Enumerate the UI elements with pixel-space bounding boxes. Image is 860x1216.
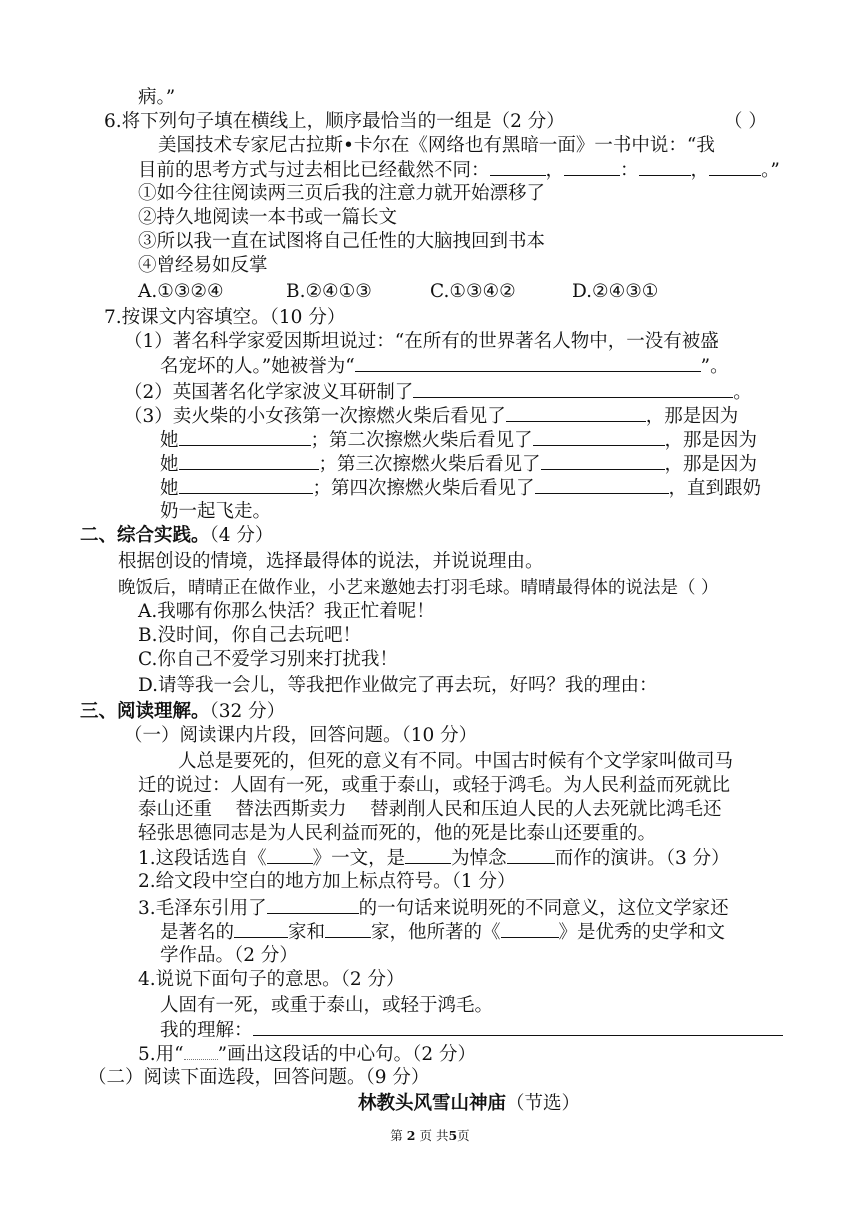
- reading-q3-text2: 的一句话来说明死的不同意义，这位文学家还: [358, 898, 729, 919]
- reading-q4-label: 我的理解：: [160, 1020, 253, 1041]
- section2-intro: 根据创设的情境，选择最得体的说法，并说说理由。: [118, 551, 544, 572]
- q7-part1-blank[interactable]: [355, 354, 701, 372]
- q7-part3-blank-1[interactable]: [506, 404, 646, 422]
- reading-q3-line3: 学作品。（2 分）: [160, 945, 298, 966]
- reading-q3-text3: 是著名的: [160, 922, 235, 943]
- q7-part2-blank[interactable]: [413, 380, 733, 398]
- reading-q5: [138, 1042, 476, 1067]
- q7-part3-blank-4[interactable]: [179, 452, 319, 470]
- reading-q1-blank-3[interactable]: [507, 846, 555, 864]
- section2-option-c[interactable]: C.你自己不爱学习别来打扰我！: [138, 649, 398, 670]
- q7-part3-blank-2[interactable]: [179, 428, 311, 446]
- reading-q5-text1: 5.用“: [138, 1044, 184, 1065]
- q7-part2-text: （2）英国著名化学家波义耳研制了: [124, 382, 414, 403]
- q6-stem: 6.将下列句子填在横线上，顺序最恰当的一组是（2 分）: [104, 111, 565, 132]
- reading-q5-wavy-mark: [184, 1042, 218, 1060]
- q6-blank-2[interactable]: [564, 158, 620, 176]
- reading-q3-blank-1[interactable]: [267, 896, 359, 914]
- q7-part1-line2: [160, 354, 729, 379]
- section2-title: 二、综合实践。: [80, 525, 210, 546]
- section2-heading: [80, 524, 273, 548]
- q7-part3-text6: ，那是因为: [664, 454, 758, 475]
- reading-q4-answer-line: [160, 1018, 783, 1043]
- reading-q3-line1: [138, 896, 729, 921]
- q7-part3-she-1: 她: [160, 430, 179, 451]
- reading-q3-text1: 3.毛泽东引用了: [138, 898, 267, 919]
- reading-q1-text4: 而作的演讲。（3 分）: [554, 848, 730, 869]
- reading-q4: 4.说说下面句子的意思。（2 分）: [138, 969, 405, 990]
- footer-total-pages: 5: [448, 1128, 458, 1143]
- q6-blank-1[interactable]: [490, 158, 546, 176]
- q6-blank-3[interactable]: [639, 158, 691, 176]
- q7-part3-line1: [124, 404, 738, 429]
- reading-q1-blank-1[interactable]: [267, 846, 313, 864]
- footer-pre: 第: [390, 1128, 403, 1143]
- q7-part3-blank-5[interactable]: [541, 452, 665, 470]
- q6-comma-2: ，: [690, 160, 710, 181]
- q6-option-c[interactable]: C.①③④②: [430, 281, 516, 302]
- passage-title: 林教头风雪山神庙: [358, 1093, 507, 1114]
- q7-part3-line5: 奶一起飞走。: [160, 501, 272, 522]
- section2-option-a[interactable]: A.我哪有你那么快活？我正忙着呢！: [138, 601, 435, 622]
- q6-sentence-2: ②持久地阅读一本书或一篇长文: [138, 207, 398, 228]
- q7-part3-line4: [160, 476, 761, 501]
- q6-comma-1: ，: [545, 160, 565, 181]
- section3-heading: [80, 700, 285, 724]
- reading-q1-text3: 为悼念: [451, 848, 507, 869]
- q7-part3-she-3: 她: [160, 478, 179, 499]
- section2-scenario: 晚饭后，晴晴正在做作业，小艺来邀她去打羽毛球。晴晴最得体的说法是（ ）: [118, 578, 719, 598]
- q6-passage-line2: [138, 158, 780, 183]
- q7-part1-text: 名宠坏的人。”她被誉为“: [160, 356, 355, 377]
- reading-q3-text5: 家，他所著的《: [371, 922, 501, 943]
- q7-part3-text2: ，那是因为: [645, 406, 739, 427]
- section3-score: （32 分）: [209, 701, 286, 722]
- q6-option-d[interactable]: D.②④③①: [572, 281, 659, 302]
- passage-line3: 泰山还重 替法西斯卖力 替剥削人民和压迫人民的人去死就比鸿毛还: [138, 799, 722, 820]
- q7-part3-blank-3[interactable]: [533, 428, 665, 446]
- q7-part3-line3: [160, 452, 757, 477]
- q7-stem: 7.按课文内容填空。（10 分）: [104, 307, 346, 328]
- reading-q1: [138, 846, 730, 871]
- q6-sentence-3: ③所以我一直在试图将自己任性的大脑拽回到书本: [138, 231, 546, 252]
- q7-part3-text7: ；第四次擦燃火柴后看见了: [312, 478, 535, 499]
- q7-part2-line: [124, 380, 752, 405]
- reading-q5-text2: ”画出这段话的中心句。（2 分）: [217, 1044, 476, 1065]
- q6-line2-text: 目前的思考方式与过去相比已经截然不同：: [138, 160, 490, 181]
- footer-page-number: 2: [406, 1128, 416, 1143]
- q6-answer-paren[interactable]: （ ）: [724, 111, 767, 132]
- reading-q1-text2: 》一文，是: [312, 848, 406, 869]
- q7-part3-text3: ；第二次擦燃火柴后看见了: [310, 430, 533, 451]
- reading-q3-text6: 》是优秀的史学和文: [558, 922, 726, 943]
- passage-title-line: [358, 1092, 580, 1116]
- section2-option-b[interactable]: B.没时间，你自己去玩吧！: [138, 625, 361, 646]
- footer-post: 页: [457, 1128, 470, 1143]
- passage-line4: 轻张思德同志是为人民利益而死的，他的死是比泰山还要重的。: [138, 823, 657, 844]
- reading-q2: 2.给文段中空白的地方加上标点符号。（1 分）: [138, 871, 516, 892]
- q6-option-b[interactable]: B.②④①③: [286, 281, 372, 302]
- q7-part3-text1: （3）卖火柴的小女孩第一次擦燃火柴后看见了: [124, 406, 506, 427]
- q6-passage-line1: 美国技术专家尼古拉斯•卡尔在《网络也有黑暗一面》一书中说：“我: [158, 135, 715, 156]
- reading-q3-text4: 家和: [288, 922, 326, 943]
- q7-part3-blank-7[interactable]: [535, 476, 669, 494]
- q7-part3-text8: ，直到跟奶: [668, 478, 762, 499]
- q7-part3-text5: ；第三次擦燃火柴后看见了: [318, 454, 541, 475]
- reading-q3-blank-4[interactable]: [501, 920, 559, 938]
- q7-part2-end: 。: [733, 382, 752, 403]
- q7-part3-line2: [160, 428, 757, 453]
- footer-mid: 页 共: [419, 1128, 449, 1143]
- section3-part1-heading: （一）阅读课内片段，回答问题。（10 分）: [124, 725, 478, 746]
- reading-q1-text1: 1.这段话选自《: [138, 848, 267, 869]
- passage-note: （节选）: [506, 1093, 581, 1114]
- page-footer: [0, 1126, 860, 1144]
- reading-q3-blank-2[interactable]: [234, 920, 288, 938]
- reading-q4-quote: 人固有一死，或重于泰山，或轻于鸿毛。: [160, 995, 494, 1016]
- q6-blank-4[interactable]: [709, 158, 761, 176]
- section3-title: 三、阅读理解。: [80, 701, 210, 722]
- q7-part3-she-2: 她: [160, 454, 179, 475]
- q6-sentence-1: ①如今往往阅读两三页后我的注意力就开始漂移了: [138, 183, 546, 204]
- q7-part3-blank-6[interactable]: [179, 476, 313, 494]
- q6-end: 。”: [761, 160, 780, 181]
- q5-tail: 病。”: [138, 87, 176, 108]
- section3-part2-heading: （二）阅读下面选段，回答问题。（9 分）: [88, 1067, 430, 1088]
- q7-part3-text4: ，那是因为: [664, 430, 758, 451]
- passage-line2: 迁的说过：人固有一死，或重于泰山，或轻于鸿毛。为人民利益而死就比: [138, 775, 731, 796]
- section2-option-d[interactable]: D.请等我一会儿，等我把作业做完了再去玩，好吗？我的理由：: [138, 675, 658, 696]
- q6-option-a[interactable]: A.①③②④: [138, 281, 224, 302]
- reading-q4-answer-blank[interactable]: [253, 1018, 783, 1036]
- q6-colon: ：: [620, 160, 639, 181]
- reading-q3-line2: [160, 920, 725, 945]
- q7-part1-line1: （1）著名科学家爱因斯坦说过：“在所有的世界著名人物中，一没有被盛: [124, 331, 719, 352]
- q7-part1-end: ”。: [700, 356, 729, 377]
- reading-q3-blank-3[interactable]: [325, 920, 371, 938]
- reading-q1-blank-2[interactable]: [405, 846, 451, 864]
- section2-score: （4 分）: [209, 525, 274, 546]
- q6-sentence-4: ④曾经易如反掌: [138, 255, 268, 276]
- passage-line1: 人总是要死的，但死的意义有不同。中国古时候有个文学家叫做司马: [178, 751, 734, 772]
